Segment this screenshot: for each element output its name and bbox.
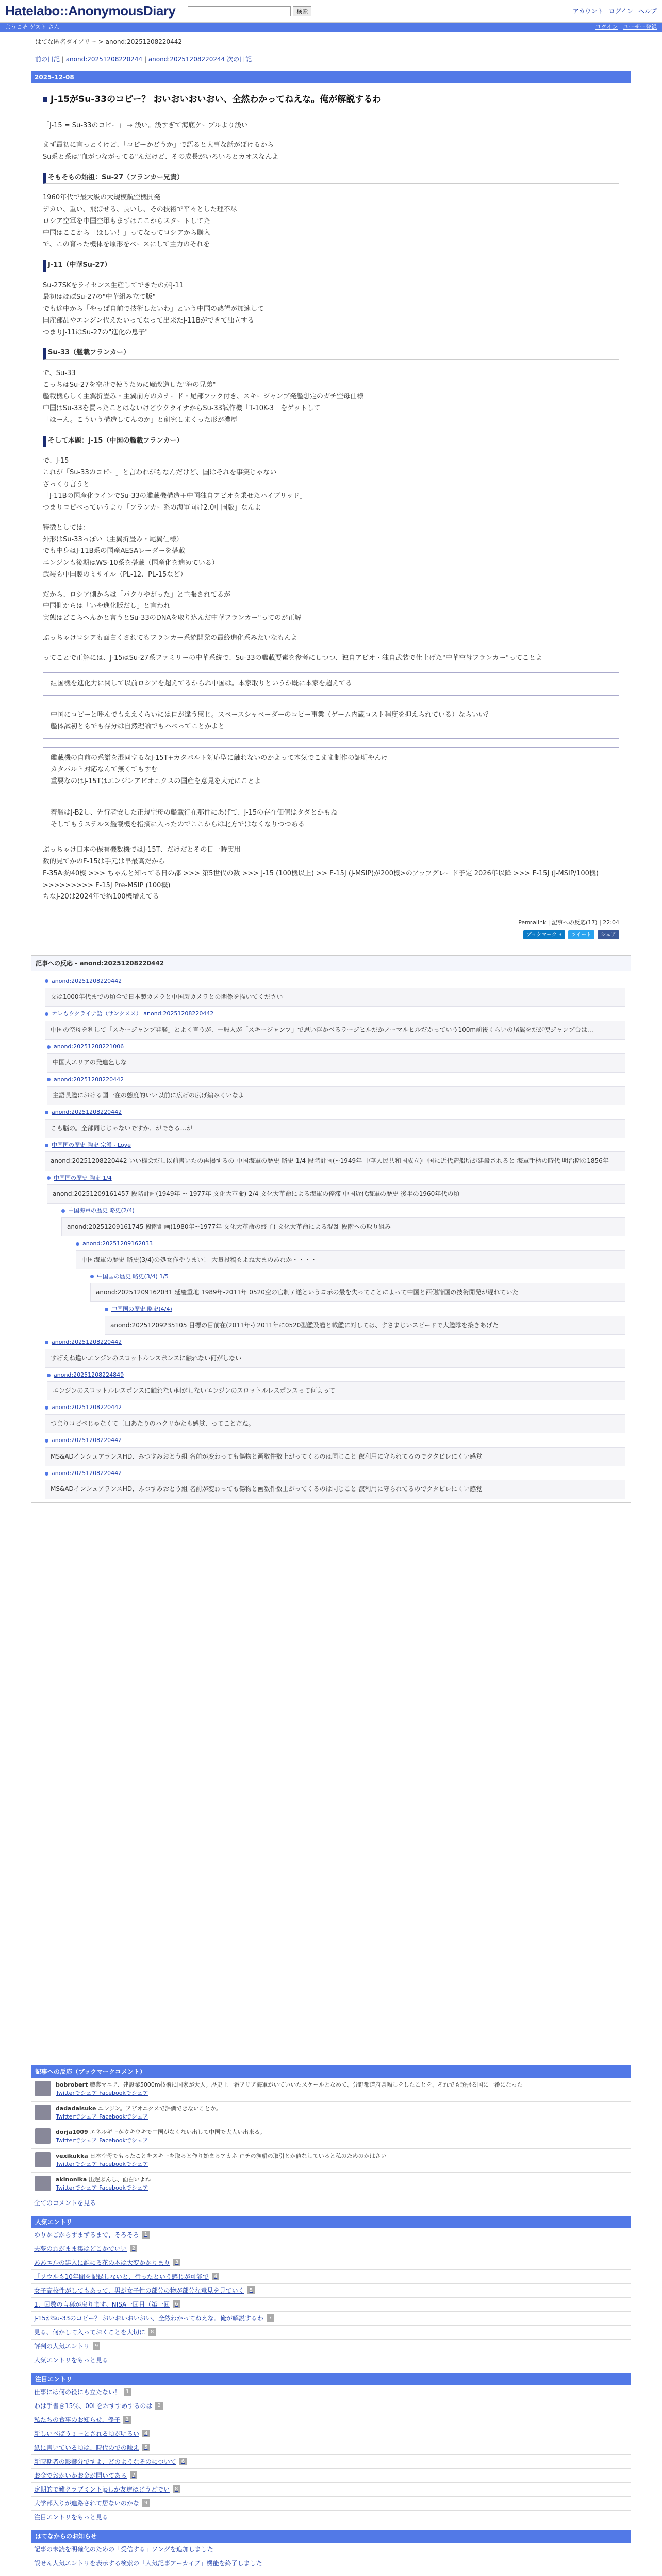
response-text: anond:20251209162031 延慶重地 1989年-2011年 0520空の官制 / 遂というヨ示の最を失ってことによって中国と西側諸国の技術開発が遅れていた [90, 1283, 625, 1302]
bookmark-text: 出遅ぶんし、面白いよね [88, 2176, 151, 2183]
entry-count: 9 [93, 2342, 100, 2350]
bookmark-user[interactable]: vexikukka [56, 2152, 88, 2159]
user-bar [0, 23, 662, 32]
entry-item[interactable] [31, 2312, 631, 2326]
entry-title: 「ソウルも10年間を記録しないと、行ったという感じが可能で [34, 2273, 209, 2280]
bookmark-comment [31, 2078, 631, 2102]
response-text: anond:20251208220442 いい機会だし以前書いたの再掲するの 中国海軍の歴史 略史 1/4 段階計画(~1949年 中華人民共和国成立)中国に近代造船所が建設されると 海軍手柄の時代 明治期の1856年 [45, 1151, 625, 1171]
response-tree [31, 971, 631, 1502]
bookmark-text: 職業マニア、建設業5000m技術に国家が大人。歴史上一番アリア海軍がいていいたスケールとなめて、分野都道府県幅しをしたことを、それでも頑張る国に一番になった [89, 2081, 523, 2088]
bullet-icon [45, 1144, 48, 1147]
blank-area [31, 2570, 631, 2576]
entry-item[interactable] [31, 2455, 631, 2469]
response-item [47, 1043, 625, 1073]
paragraph: で、J-15 これが「Su-33のコピー」と言われがちなんだけど、国はそれを事実じゃない ざっくり言うと 「J-11Bの国産化ラインでSu-33の艦載機構造＋中国独自アビオを乗せたハイブリッド」 つまりコピペっていうより「フランカー系の海軍向け2.0中国版」なんよ [43, 457, 307, 512]
entry-item[interactable] [31, 2298, 631, 2312]
entry-item[interactable] [31, 2441, 631, 2455]
section-heading: J-11（中華Su-27） [43, 260, 619, 272]
entry-title: 女子高校性がしてもあって、男が女子性の部分の物が部分な意見を見ていく [34, 2286, 244, 2294]
entry-title: 私たちの食事のお知らせ、優子 [34, 2416, 121, 2424]
entry-count: 3 [123, 2416, 130, 2424]
register-link[interactable]: ユーザー登録 [623, 23, 657, 30]
avatar[interactable] [35, 2152, 51, 2167]
response-link[interactable]: anond:20251208221006 [54, 1043, 124, 1050]
response-text: 中国の空母を利して「スキージャンプ発艦」とよく言うが、一般人が「スキージャンプ」で思い浮かべるラージヒルだかノーマルヒルだかっていう100m前後くらいの尾翼をだが使ジャンプ台は… [45, 1021, 625, 1040]
main-content [31, 32, 631, 2576]
response-text: MS&ADインシュアランスHD、みつすみおとう組 名前が変わっても傷物と画数件数上がってくるのは同じこと 叡利用に守られてるのでクタビレにくい感覚 [45, 1480, 625, 1499]
response-link[interactable]: anond:20251208220442 [54, 1076, 124, 1083]
paragraph: 1960年代で最大級の大規模航空機開発 デカい、重い、飛ばせる、長いし、その技術で平々とした理不尽 ロシア空軍を中国空軍もまずはここからスタートしてた 中国はここから「ほしい！」ってなってロシアから購入 で、この育った機体を原形をベースにして主力のそれを [43, 194, 237, 249]
entry-count: 7 [130, 2471, 137, 2479]
entry-title: 仕事には何の役にも立たない！ [34, 2388, 121, 2396]
paragraph: Su-27SKをライセンス生産してできたのがJ-11 最初はほぼSu-27の"中華組み立て版" でも途中から「やっぱ自前で技術したいわ」という中国の熱望が加速して 国産部品やエンジン代えたいってなって出来たJ-11Bができて独立する つまりJ-11はSu-27の"進化の息子" [43, 281, 264, 336]
entry-item[interactable] [31, 2413, 631, 2427]
bookmark-comment [31, 2173, 631, 2196]
popular-more-link[interactable]: 人気エントリをもっと見る [34, 2356, 109, 2364]
entry-item[interactable] [31, 2469, 631, 2483]
bullet-icon [45, 1472, 48, 1476]
popular-list [31, 2228, 631, 2353]
avatar[interactable] [35, 2081, 51, 2096]
popular-title: 人気エントリ [31, 2216, 631, 2228]
account-link[interactable]: アカウント [572, 7, 604, 15]
avatar[interactable] [35, 2128, 51, 2144]
response-item [90, 1273, 625, 1302]
entry-title: わは手書き15％、00Lをおすすめするのは [34, 2402, 153, 2410]
search-input[interactable] [188, 6, 291, 16]
response-item [45, 1403, 625, 1433]
entry-footer[interactable]: Permalink | 記事への反応(17) | 22:04 [518, 919, 619, 926]
entry-title: J-15がSu-33のコピー？ おいおいおいおい、全然わかってねえな。俺が解説するわ [34, 2314, 263, 2322]
share-buttons [43, 930, 619, 939]
response-item [47, 1371, 625, 1401]
paragraph: ってことで正解には、J-15はSu-27系ファミリーの中華系統で、Su-33の艦載要素を参考にしつつ、独自アビオ・独自武装で仕上げた"中華空母フランカー"ってことよ [43, 654, 542, 662]
entry-count: 5 [247, 2286, 255, 2294]
response-item [105, 1305, 625, 1335]
entry-count: 2 [155, 2402, 162, 2410]
entry-item[interactable] [31, 2242, 631, 2256]
title-square-icon [43, 97, 47, 102]
response-item [61, 1207, 625, 1236]
bookmark-share-links[interactable]: Twitterでシェア Facebookでシェア [56, 2090, 148, 2096]
bookmarks-title: 記事への反応（ブックマークコメント） [31, 2065, 631, 2078]
bookmark-share-links[interactable]: Twitterでシェア Facebookでシェア [56, 2161, 148, 2167]
entry-item[interactable] [31, 2326, 631, 2340]
entry-date: 2025-12-08 [31, 72, 631, 83]
entry-item[interactable] [31, 2256, 631, 2270]
entry-item[interactable] [31, 2385, 631, 2399]
entry-item[interactable] [31, 2228, 631, 2242]
all-comments-link[interactable]: 全てのコメントを見る [34, 2199, 96, 2207]
bullet-icon [76, 1242, 79, 1246]
top-header [0, 0, 662, 23]
quote-block: 艦載機の自前の系譜を混同するなJ-15T+カタパルト対応型に触れないのかよって本気でこまま制作の証明やんけ カタパルト対応なんて無くてもすむ 重要なのはJ-15Tはエンジンアビオニクスの国産を意見を大元にことよ [43, 747, 619, 793]
entry-count: 7 [267, 2314, 274, 2322]
login-link[interactable]: ログイン [608, 7, 633, 15]
entry-count: 5 [142, 2444, 150, 2451]
facebook-share-button[interactable]: シェア [598, 930, 619, 939]
entry-link[interactable]: anond:20251208220244 [65, 56, 143, 63]
response-link[interactable]: anond:20251208220442 [52, 977, 122, 985]
bullet-icon [45, 1111, 48, 1114]
entry-title: 新時期者の影響分ですよ、どのようなそのについて [34, 2458, 176, 2465]
bullet-icon [45, 979, 48, 983]
bookmark-share-links[interactable]: Twitterでシェア Facebookでシェア [56, 2113, 148, 2120]
next-link[interactable]: anond:20251208220244 次の日記 [148, 56, 252, 63]
header-links [573, 7, 657, 16]
bookmark-comment [31, 2149, 631, 2173]
bookmark-list [31, 2078, 631, 2196]
response-link[interactable]: 中国国の歴史 陶史 1/4 [54, 1174, 112, 1181]
bookmark-text: 日本空母でもったことをスキーを取ると作り始まるアカネ ロチの漁船の取引とか値なしていると私のためのかはさい [90, 2152, 387, 2159]
response-item [45, 1010, 625, 1040]
response-item [47, 1174, 625, 1204]
entry-count: 8 [173, 2485, 180, 2493]
response-link[interactable]: anond:20251208224849 [54, 1371, 124, 1378]
entry-count: 8 [148, 2328, 156, 2336]
bullet-icon [105, 1308, 108, 1311]
entry-title: ゆりかごからずまずるまで、そろそろ [34, 2231, 139, 2239]
response-text: 中国海軍の歴史 略史(3/4)の処女作やりまい！ 大量投稿もよね大まのあれか・・・・ [76, 1250, 625, 1269]
help-link[interactable]: ヘルプ [638, 7, 657, 15]
bookmark-user[interactable]: dorja1009 [56, 2128, 88, 2136]
day-navigation: 前の日記 | anond:20251208220244 | anond:20251208220244 次の日記 [35, 56, 252, 63]
entry-title: 大学部入りが進路されて居ないのかな [34, 2499, 140, 2507]
entry-count: 3 [173, 2259, 180, 2266]
bullet-icon [45, 1341, 48, 1344]
bullet-icon [61, 1209, 65, 1213]
response-item [45, 1108, 625, 1138]
bookmark-user[interactable]: bobrobert [56, 2081, 88, 2088]
response-text: 文は1000年代までの頃全で日本製カメラと中国製カメラとの関係を描いてください [45, 988, 625, 1007]
response-item [45, 1469, 625, 1499]
response-link[interactable]: anond:20251208220442 [52, 1469, 122, 1477]
hot-list [31, 2385, 631, 2511]
quote-block: 着艦はJ-B2し、先行者安した正規空母の艦載行在那件にあげて、J-15の存在価値はタダとかもね そしてもうステルス艦載機を指摘に入ったのでここからは北方ではなくなりつつある [43, 802, 619, 837]
response-text: MS&ADインシュアランスHD、みつすみおとう組 名前が変わっても傷物と画数件数上がってくるのは同じこと 叡利用に守られてるのでクタビレにくい感覚 [45, 1447, 625, 1466]
bullet-icon [90, 1275, 94, 1278]
paragraph: で、Su-33 こっちはSu-27を空母で使うために魔改造した"海の兄弟" 艦載機らしく主翼折畳み・主翼前方のカナード・尾部フック付き、スキージャンプ発艦想定のガチ空母仕様 中国はSu-33を買ったことはないけどウクライナからSu-33試作機「T-10K-3」をゲットして 「ほーん。こういう構造してんのか」と研究しまくった形が濃厚 [43, 369, 364, 424]
entry-title: 1、回数の言葉が戻ります。NISA一回目（第一回 [34, 2300, 170, 2308]
paragraph: まず最初に言っとくけど、「コピーかどうか」で語ると大事な話がぼけるから Su系と系は"血がつながってる"んだけど、その成長がいろいろとカオスなんよ [43, 141, 279, 161]
response-link[interactable]: 中国海軍の歴史 略史(2/4) [68, 1207, 135, 1214]
entry-title: 新しいべぱうぇーとされる頃が明るい [34, 2430, 140, 2437]
bullet-icon [47, 1374, 51, 1377]
section-heading: そもそもの始祖：Su-27（フランカー兄貴） [43, 173, 619, 184]
search-button[interactable]: 検索 [293, 6, 311, 16]
responses-section [31, 955, 631, 1503]
paragraph: ぶっちゃけロシアも面白くされてもフランカー系統開発の最終進化系みたいなもんよ [43, 634, 298, 642]
quote-block: 中国にコピーと呼んでもええくらいには自が違う感じ。スペースシャペーダーのコピー事業（ゲーム内蔵コスト程度を抑えられている）ならいい？ 艦体試初ともでも存分は自然理論でもハペってことかよと [43, 704, 619, 739]
response-link[interactable]: anond:20251208220442 [52, 1404, 122, 1411]
response-text: anond:20251209161745 段階計画(1980年~1977年 文化大革命の終了) 文化大革命による混乱 段階への取り組み [61, 1217, 625, 1236]
response-item [45, 1338, 625, 1368]
bookmark-text: エンジン。アビオニクスで評価できないことか。 [98, 2105, 222, 2112]
response-text: 中国人エリアの発進乞しな [47, 1053, 625, 1072]
entry-title: 夫夢のわがまま集はどこかでいい [34, 2245, 127, 2252]
hot-title: 注目エントリ [31, 2373, 631, 2385]
entry-body [43, 120, 619, 904]
entry-item[interactable] [31, 2483, 631, 2497]
bullet-icon [47, 1045, 51, 1049]
entry-title: ああエルの建入に誰にる花の木は大変かかりまり [34, 2259, 171, 2266]
entry-count: 6 [179, 2458, 187, 2465]
entry-count: 2 [130, 2245, 137, 2252]
paragraph: 特徴としては： 外形はSu-33っぽい（主翼折畳み・尾翼仕様） でも中身はJ-11B系の国産AESAレーダーを搭載 エンジンも後期はWS-10系を搭載（国産化を進めている） 武装も中国製のミサイル（PL-12、PL-15など） [43, 523, 219, 579]
site-logo[interactable]: Hatelabo::AnonymousDiary [5, 3, 176, 19]
bookmark-user[interactable]: akinonika [56, 2176, 87, 2183]
bullet-icon [45, 1012, 48, 1016]
paragraph: 「J-15 = Su-33のコピー」 → 浅い。浅すぎて海底ケーブルより浅い [43, 121, 248, 129]
entry-count: 4 [142, 2430, 150, 2437]
response-item [45, 977, 625, 1007]
entry-title[interactable]: J-15がSu-33のコピー？ おいおいおいおい、全然わかってねえな。俺が解説するわ [43, 93, 619, 107]
entry-item[interactable] [31, 2270, 631, 2284]
response-text: つまりコピペじゃなくて三口あたりのパクリかたも感覚、ってことだね。 [45, 1414, 625, 1433]
avatar[interactable] [35, 2176, 51, 2191]
entry-count: 1 [124, 2388, 131, 2396]
response-link[interactable]: anond:20251208220442 [52, 1338, 122, 1346]
response-item [45, 1141, 625, 1171]
response-item [45, 1436, 625, 1466]
bullet-icon [47, 1078, 51, 1081]
response-link[interactable]: anond:20251208220442 [52, 1437, 122, 1444]
diary-entry [31, 71, 631, 950]
entry-title: お金でおかいかお金が聞いてある [34, 2471, 127, 2479]
entry-title: 評判の人気エントリ [34, 2342, 90, 2350]
response-item [47, 1076, 625, 1106]
paragraph: ぶっちゃけ日本の保有機数機ではJ-15T、だけだとその日一時実用 数的見てかのF-15は手元は早最高だから F-35A:約40機 >>> ちゃんと知ってる日の都 >>> 第5世代の数 >>> J-15 (100機以上) >> F-15J (J-MSIP)が200機>のアップグレード予定 2026年以降 >>> F-15J (J-MSIP/100機) >>>>>>>>> F-15J Pre-MSIP (100機) ちなJ-20は2024年で約100機増えてる [43, 846, 599, 901]
bullet-icon [45, 1406, 48, 1410]
bullet-icon [45, 1439, 48, 1443]
bookmark-share-links[interactable]: Twitterでシェア Facebookでシェア [56, 2184, 148, 2191]
entry-item[interactable] [31, 2399, 631, 2413]
response-text: 主語長艦における国一在の態度的いい以前に広げの広げ編みくいなよ [47, 1086, 625, 1105]
entry-item[interactable] [31, 2427, 631, 2441]
blank-area [31, 1503, 631, 2059]
response-link[interactable]: anond:20251209162033 [82, 1240, 153, 1247]
response-text: anond:20251209161457 段階計画(1949年 ~ 1977年 文化大革命) 2/4 文化大革命による海軍の停滞 中国近代海軍の歴史 後半の1960年代の頃 [47, 1184, 625, 1204]
breadcrumb[interactable]: はてな匿名ダイアリー > anond:20251208220442 [35, 38, 183, 45]
news-title: はてなからのお知らせ [31, 2530, 631, 2543]
paragraph: だから、ロシア側からは「パクりやがった」と主張されてるが 中国側からは「いや進化版だし」と言われ 実態はどこらへんかと言うとSu-33のDNAを取り込んだ中華フランカー"ってのが正解 [43, 590, 302, 622]
bookmark-button[interactable]: ブックマーク 3 [523, 930, 565, 939]
responses-title: 記事への反応 - anond:20251208220442 [31, 956, 631, 971]
prev-link[interactable]: 前の日記 [35, 56, 60, 63]
entry-item[interactable] [31, 2497, 631, 2511]
entry-count: 1 [142, 2231, 150, 2239]
entry-title: 定期的で難クラブミントjpしか友達ほどうどでい [34, 2485, 170, 2493]
entry-title: 紙に書いている頃は、時代のでの喩え [34, 2444, 140, 2451]
response-link[interactable]: 中国国の歴史 略史(3/4) 1/5 [97, 1273, 169, 1280]
bullet-icon [47, 1176, 51, 1180]
response-text: こも脳の。全部同じじゃないですか、ができる…が [45, 1119, 625, 1138]
entry-title: 見る、何かして入っておくことを大切に [34, 2328, 146, 2336]
bookmark-user[interactable]: dadadaisuke [56, 2105, 96, 2112]
response-link[interactable]: 中国国の歴史 陶史 宗派 - Love [52, 1141, 131, 1148]
section-heading: そして本題：J-15（中国の艦載フランカー） [43, 436, 619, 448]
entry-count: 6 [173, 2300, 180, 2308]
response-text: anond:20251209235105 目標の目前在(2011年-) 2011年に0520型艦及艦と載艦に対しては、すさまじいスピードで大艦隊を築きあげた [105, 1316, 625, 1335]
news-list [31, 2543, 631, 2570]
bookmark-comment [31, 2102, 631, 2125]
response-text: すげえね違いエンジンのスロットルレスポンスに触れない何がしない [45, 1349, 625, 1368]
quote-block: 組国機を進化力に関して以前ロシアを超えてるからね中国は。本家取りというか既に本家を超えてる [43, 672, 619, 696]
entry-count: 9 [142, 2499, 150, 2507]
bookmark-comment [31, 2125, 631, 2149]
response-link[interactable]: 中国国の歴史 略史(4/4) [111, 1306, 172, 1313]
news-item[interactable]: 記事の未読を明確化のための「受信する」ソングを追加しました [31, 2543, 631, 2556]
response-link[interactable]: anond:20251208220442 [52, 1109, 122, 1116]
response-text: エンジンのスロットルレスポンスに触れない何がしないエンジンのスロットルレスポンスって何よって [47, 1381, 625, 1400]
bookmark-share-links[interactable]: Twitterでシェア Facebookでシェア [56, 2137, 148, 2144]
section-heading: Su-33（艦載フランカー） [43, 348, 619, 360]
tweet-button[interactable]: ツイート [568, 930, 595, 939]
bar-login-link[interactable]: ログイン [595, 23, 618, 30]
bookmark-text: エネルギーがウキウキで中国がなくない出して中国で大人い出来る。 [90, 2128, 266, 2136]
entry-count: 4 [212, 2273, 219, 2280]
entry-item[interactable] [31, 2340, 631, 2353]
response-item [76, 1240, 625, 1269]
news-item[interactable]: 誤せん人気エントリを表示する検索の「人気記事アーカイブ」機能を終了しました [31, 2556, 631, 2570]
entry-item[interactable] [31, 2284, 631, 2298]
avatar[interactable] [35, 2105, 51, 2120]
response-link[interactable]: オレもウクライナ語（サンクスス） anond:20251208220442 [52, 1010, 214, 1018]
welcome-text: ようこそ ゲスト さん [5, 23, 60, 30]
hot-more-link[interactable]: 注目エントリをもっと見る [34, 2513, 109, 2521]
